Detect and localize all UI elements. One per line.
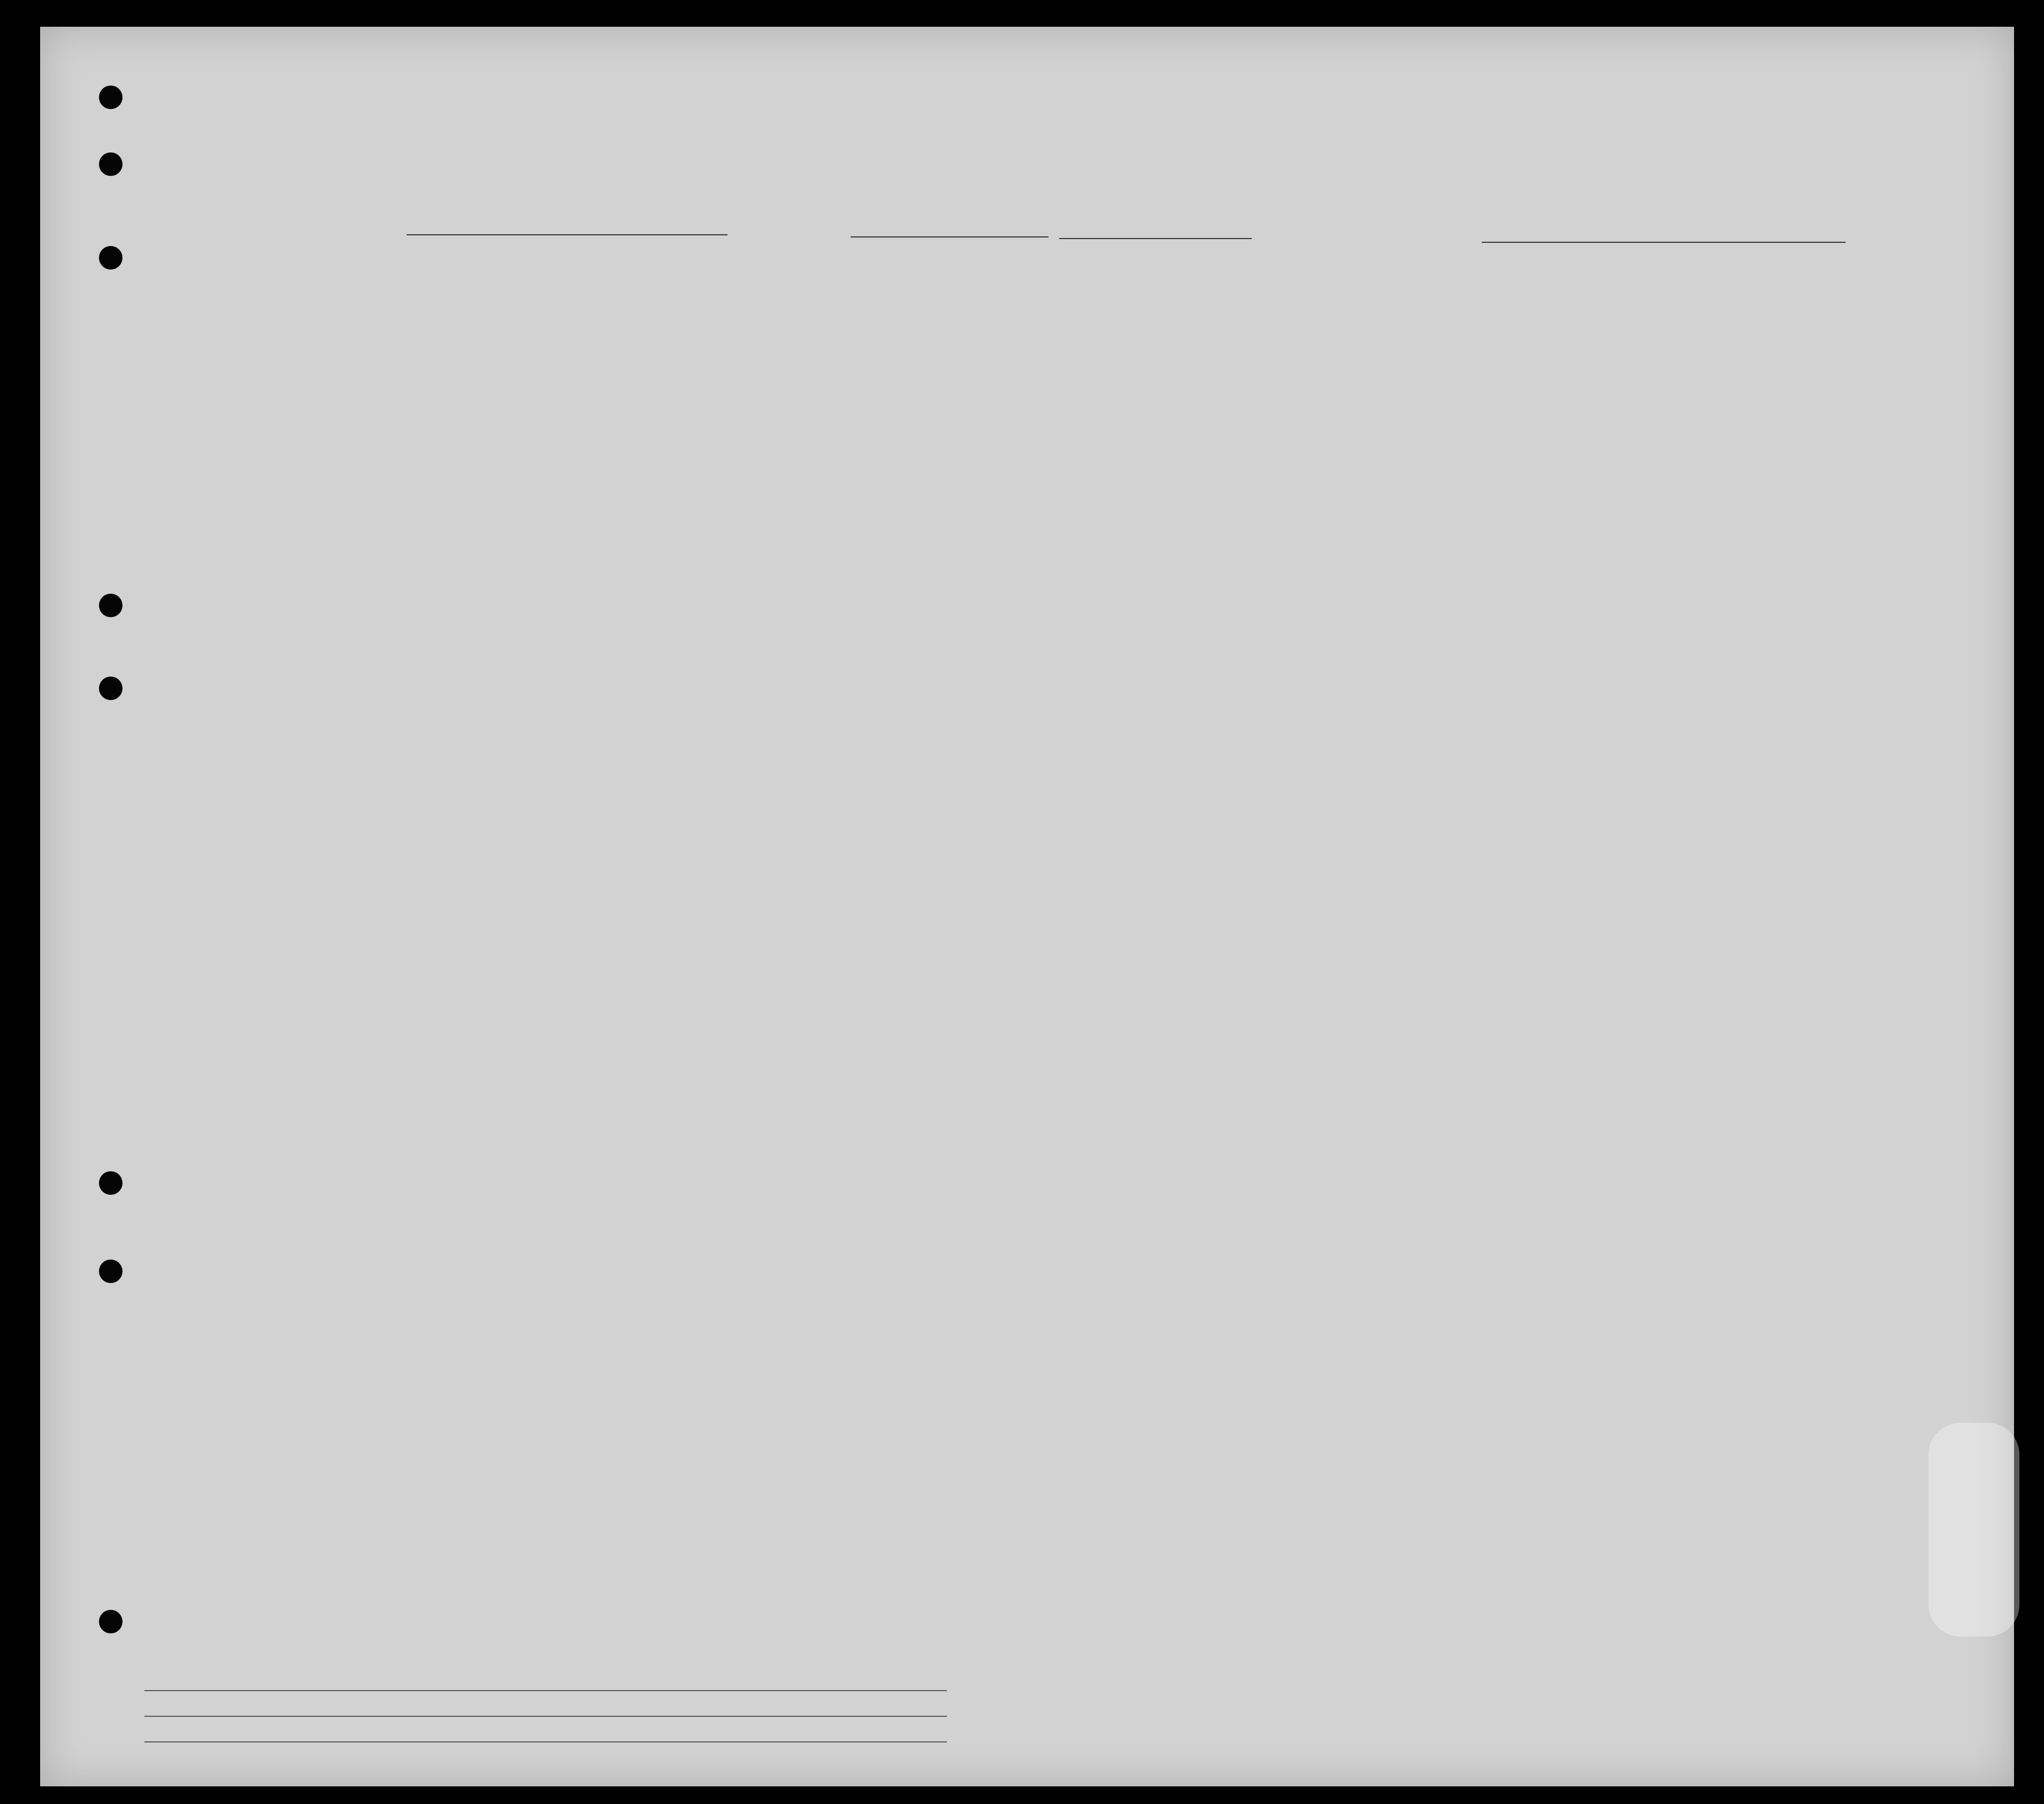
punch-hole [99, 86, 123, 109]
embossed-seal [1928, 1423, 2019, 1637]
punch-hole [99, 152, 123, 176]
crew-table [40, 249, 2014, 1677]
